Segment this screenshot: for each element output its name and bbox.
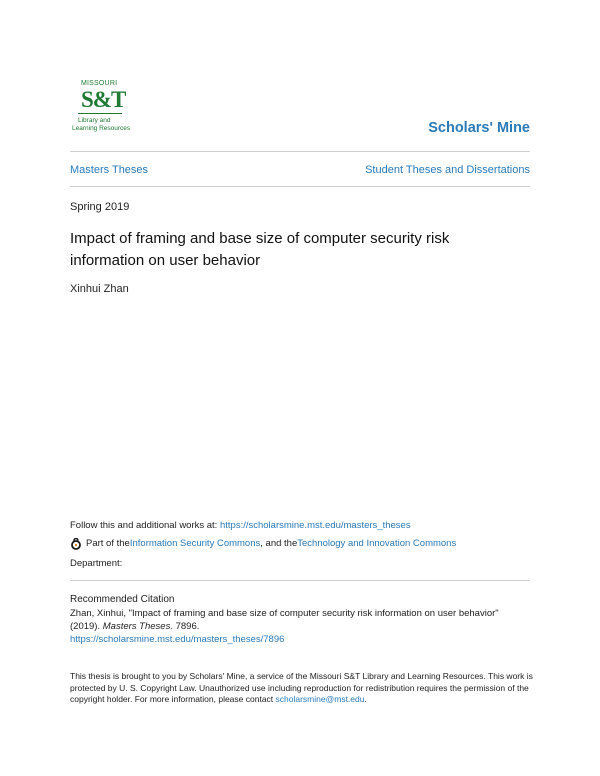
header-divider — [70, 151, 530, 152]
part-of-line — [70, 537, 456, 550]
masters-theses-url-link[interactable]: https://scholarsmine.mst.edu/masters_theses — [219, 520, 411, 531]
logo-text-library: Library and — [78, 117, 111, 124]
document-title: Impact of framing and base size of computer security risk information on user behavior — [70, 230, 450, 269]
site-title-link[interactable]: Scholars' Mine — [428, 120, 530, 136]
logo-text-learning: Learning Resources — [72, 125, 131, 132]
part-of-prefix: Part of the — [86, 538, 130, 549]
nav-divider — [70, 186, 530, 187]
missouri-st-logo[interactable] — [70, 80, 130, 136]
citation-url-link[interactable]: https://scholarsmine.mst.edu/masters_theses/7896 — [70, 634, 285, 645]
student-theses-link[interactable]: Student Theses and Dissertations — [365, 164, 530, 176]
masters-theses-link[interactable]: Masters Theses — [70, 164, 149, 176]
citation-line-2 — [70, 620, 540, 633]
logo-text-st: S&T — [81, 87, 126, 112]
technology-innovation-commons-link[interactable]: Technology and Innovation Commons — [297, 538, 457, 549]
department-label: Department: — [70, 558, 123, 569]
author-name: Xinhui Zhan — [70, 283, 129, 295]
information-security-commons-link[interactable]: Information Security Commons — [129, 538, 261, 549]
citation-divider — [70, 580, 530, 581]
publication-date: Spring 2019 — [70, 201, 130, 213]
footer-notice-text: This thesis is brought to you by Scholars' Mine, a service of the Missouri S&T Library and Learning Resources. This work is protected by U. S. Copyright Law. Unauthorized use including reproduction for redistribution requires the permission of the copyright holder. For more information, please contact — [70, 671, 533, 704]
recommended-citation-heading: Recommended Citation — [70, 594, 175, 605]
open-access-icon — [70, 538, 82, 550]
citation-number: . 7896. — [170, 621, 200, 632]
citation-text — [70, 607, 540, 646]
citation-series: Masters Theses — [102, 621, 171, 632]
footer-end: . — [364, 694, 367, 704]
contact-email-link[interactable]: scholarsmine@mst.edu — [275, 694, 365, 704]
logo-text-missouri: MISSOURI — [81, 80, 118, 87]
follow-prefix: Follow this and additional works at: — [70, 520, 220, 531]
part-of-middle: , and the — [260, 538, 298, 549]
logo-divider — [78, 113, 122, 114]
follow-line — [70, 519, 411, 532]
citation-year: (2019). — [70, 621, 103, 632]
footer-notice — [70, 671, 535, 706]
citation-line-1: Zhan, Xinhui, "Impact of framing and base size of computer security risk information on user behavior" — [70, 608, 499, 619]
